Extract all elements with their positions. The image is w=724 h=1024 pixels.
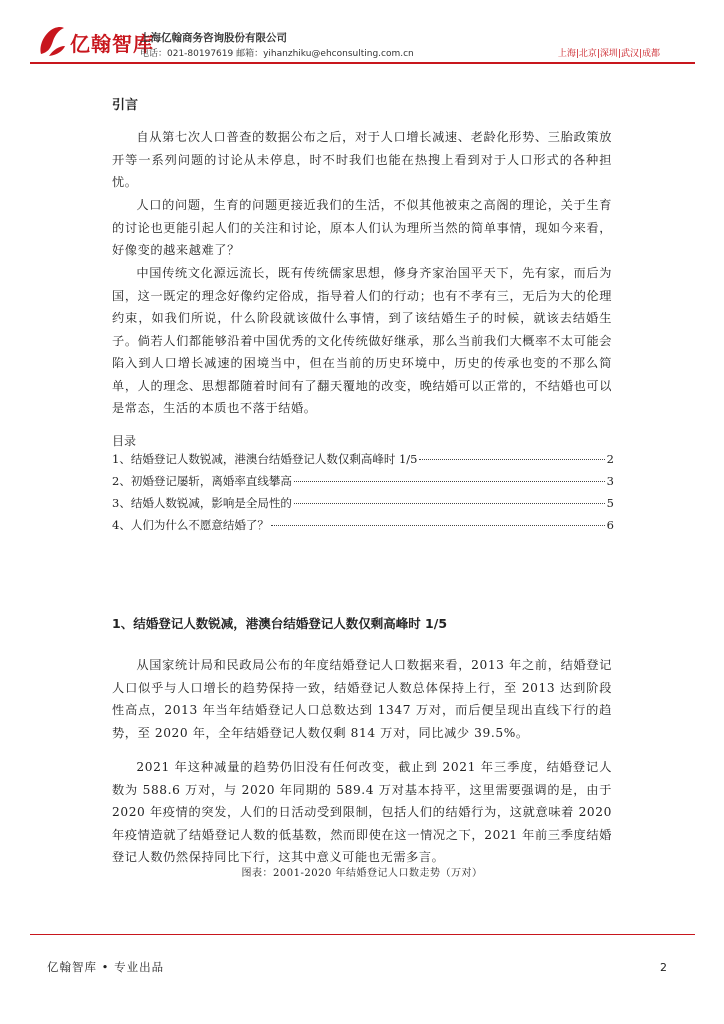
toc-entry-page: 6 <box>606 518 614 532</box>
section-paragraph: 2021 年这种减量的趋势仍旧没有任何改变，截止到 2021 年三季度，结婚登记人数为 588.6 万对，与 2020 年同期的 589.4 万对基本持平，这里需要强调的是，由于 2020 年疫情的突发，人们的日活动受到限制，包括人们的结婚行为，这就意味着 2020 年疫情造就了结婚登记人数的低基数，然而即使在这一情况之下，2021 年前三季度结婚登记人数仍然保持同比下行，这其中意义可能也无需多言。 <box>112 760 612 864</box>
toc-entry[interactable] <box>112 473 614 495</box>
page-number: 2 <box>660 961 667 974</box>
figure-caption: 图表：2001-2020 年结婚登记人口数走势（万对） <box>241 868 483 879</box>
toc-entry-page: 3 <box>606 474 614 488</box>
intro-heading: 引言 <box>112 98 139 113</box>
toc-entry-label: 3、结婚人数锐减，影响是全局性的 <box>112 496 292 510</box>
toc-entry[interactable] <box>112 451 614 473</box>
toc-entry-label: 2、初婚登记屡斩，离婚率直线攀高 <box>112 474 292 488</box>
toc-entry[interactable] <box>112 495 614 517</box>
toc-entry[interactable] <box>112 517 614 539</box>
intro-paragraph: 中国传统文化源远流长，既有传统儒家思想，修身齐家治国平天下，先有家，而后为国，这一既定的理念好像约定俗成，指导着人们的行动；也有不孝有三，无后为大的伦理约束，如我们所说，什么阶段就该做什么事情，到了该结婚生子的时候，就该去结婚生子。倘若人们都能够沿着中国优秀的文化传统做好继承，那么当前我们大概率不太可能会陷入到人口增长减速的困境当中，但在当前的历史环境中，历史的传承也变的不那么简单，人的理念、思想都随着时间有了翻天覆地的改变，晚结婚可以正常的，不结婚也可以是常态，生活的本质也不落于结婚。 <box>112 266 612 415</box>
toc-entry-page: 5 <box>606 496 614 510</box>
brand-logo-icon <box>37 24 67 58</box>
toc-heading: 目录 <box>112 434 137 448</box>
toc-leader <box>294 481 605 482</box>
footer-divider <box>30 934 695 935</box>
toc-entry-page: 2 <box>606 452 614 466</box>
office-cities: 上海|北京|深圳|武汉|成都 <box>557 49 660 59</box>
toc-entry-label: 4、人们为什么不愿意结婚了？ <box>112 518 269 532</box>
toc-entry-label: 1、结婚登记人数锐减，港澳台结婚登记人数仅剩高峰时 1/5 <box>112 452 418 466</box>
page-header <box>0 0 724 72</box>
intro-paragraph: 人口的问题，生育的问题更接近我们的生活，不似其他被束之高阁的理论，关于生育的讨论也更能引起人们的关注和讨论，原本人们认为理所当然的简单事情，现如今来看，好像变的越来越难了？ <box>112 198 612 257</box>
section-paragraph: 从国家统计局和民政局公布的年度结婚登记人口数据来看，2013 年之前，结婚登记人口似乎与人口增长的趋势保持一致，结婚登记人数总体保持上行，至 2013 达到阶段性高点，2013 年当年结婚登记人口总数达到 1347 万对，而后便呈现出直线下行的趋势，至 2020 年，全年结婚登记人数仅剩 814 万对，同比减少 39.5%。 <box>112 658 612 740</box>
brand-name: 亿翰智库 <box>70 32 154 56</box>
intro-paragraph: 自从第七次人口普查的数据公布之后，对于人口增长减速、老龄化形势、三胎政策放开等一系列问题的讨论从未停息，时不时我们也能在热搜上看到对于人口形式的各种担忧。 <box>112 130 612 189</box>
section-heading: 1、结婚登记人数锐减，港澳台结婚登记人数仅剩高峰时 1/5 <box>112 616 448 631</box>
company-name: 上海亿翰商务咨询股份有限公司 <box>140 32 287 44</box>
table-of-contents <box>112 451 614 539</box>
toc-leader <box>294 503 605 504</box>
toc-leader <box>271 525 605 526</box>
footer-label: 亿翰智库 • 专业出品 <box>47 960 165 974</box>
contact-info: 电话：021-80197619 邮箱：yihanzhiku@ehconsulting.com.cn <box>140 49 414 59</box>
toc-leader <box>419 459 604 460</box>
header-divider <box>30 62 695 64</box>
